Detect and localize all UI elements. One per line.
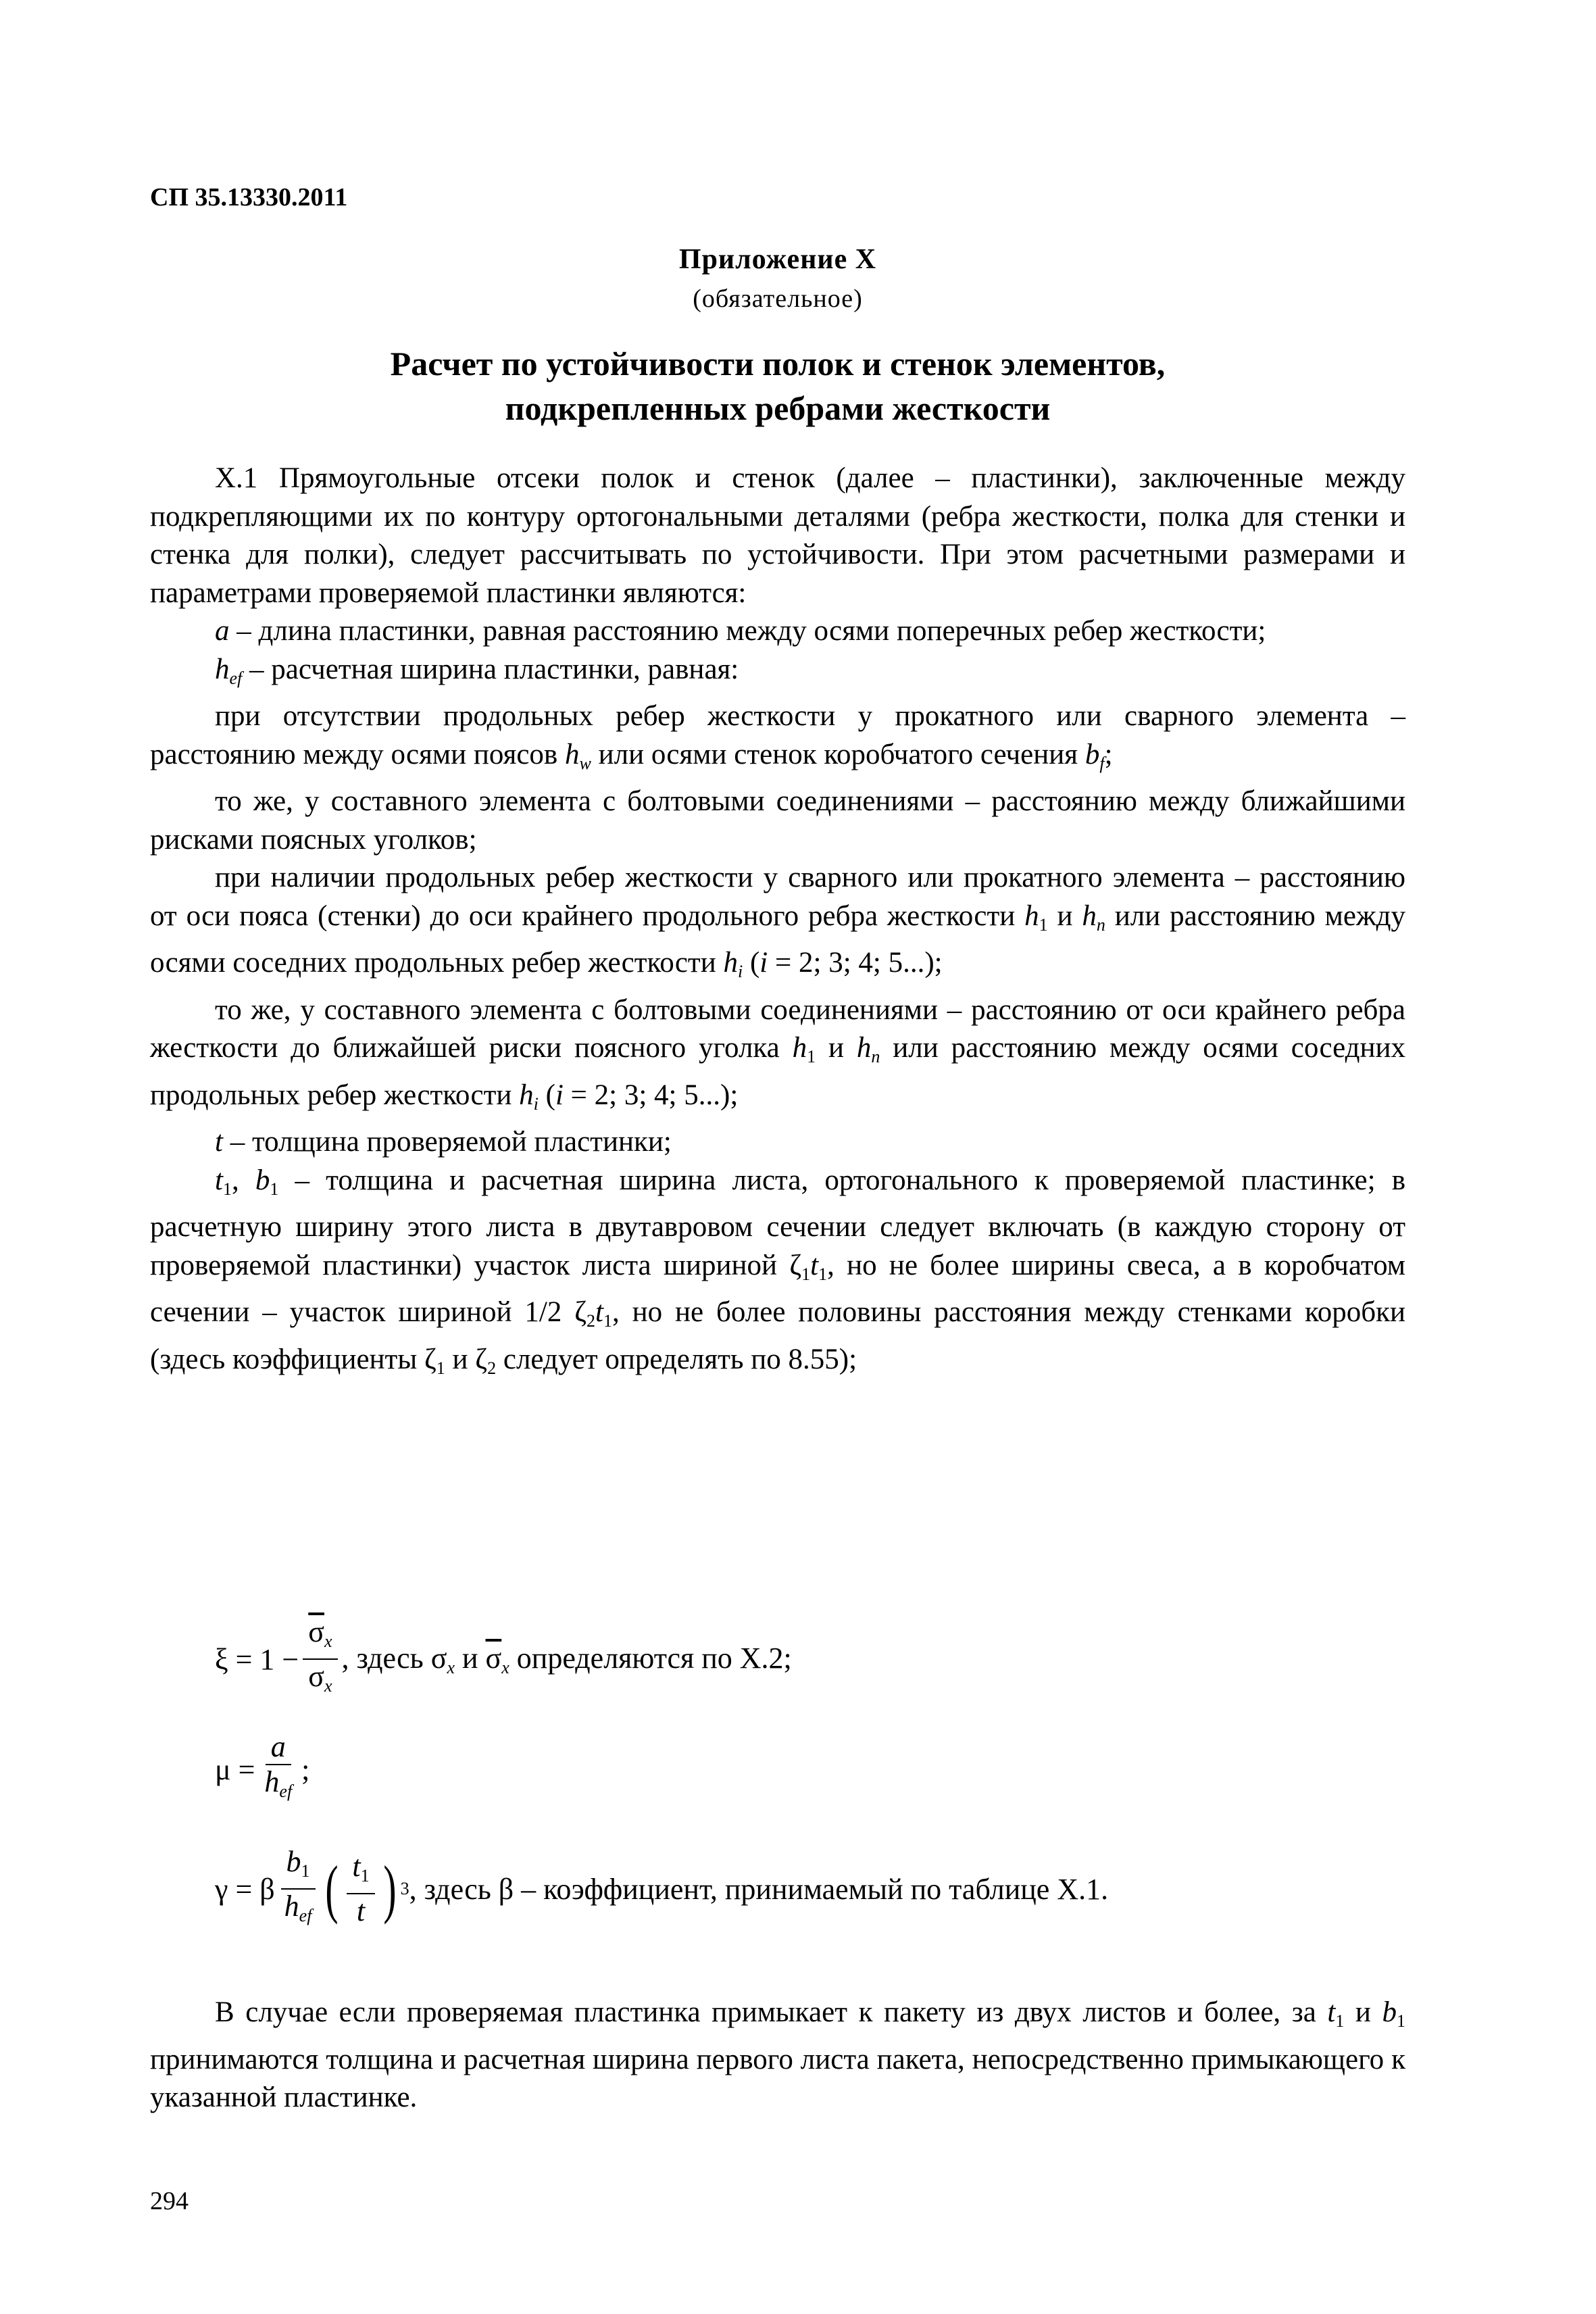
- paragraph-x1: Х.1 Прямоугольные отсеки полок и стенок (далее – пластинки), заключенные между подкрепляющими их по контуру ортогональными деталями (ребра жесткости, полка для стенки и стенка для полки), следует рассчитывать по устойчивости. При этом расчетными размерами и параметрами проверяемой пластинки являются:: [150, 462, 1405, 609]
- right-paren: ): [383, 1852, 397, 1925]
- formula-gamma-fraction: $\frac{b_1}{h_{ef}}$: [279, 1845, 318, 1933]
- paragraph-hef: $h_{ef}$ – расчетная ширина пластинки, равная:: [215, 653, 739, 688]
- formula-xi-lhs: ξ = 1 −: [215, 1642, 299, 1676]
- paragraph-t: t – толщина проверяемой пластинки;: [215, 1126, 672, 1158]
- paragraph-t1-b1: $t_1$, $b_1$ – толщина и расчетная ширина листа, ортогонального к проверяемой пластинке; в расчетную ширину этого листа в двутавровом сечении следует включать (в каждую сторону от проверяемой пластинки) участок листа шириной $\zeta_1t_1$, но не более ширины свеса, а в коробчатом сечении – участок шириной 1/2 $\zeta_2t_1$, но не более половины расстояния между стенками коробки (здесь коэффициенты $\zeta_1$ и $\zeta_2$ следует определять по 8.55);: [150, 1164, 1406, 1378]
- formula-gamma-explanation: , здесь β – коэффициент, принимаемый по таблице Х.1.: [409, 1872, 1109, 1906]
- formula-mu-fraction: $\frac{a}{h_{ef}}$: [264, 1730, 293, 1801]
- paragraph-no-ribs: при отсутствии продольных ребер жесткости у прокатного или сварного элемента – расстоянию между осями поясов $h_w$ или осями стенок коробчатого сечения $b_f$;: [150, 700, 1405, 773]
- body-text: [150, 460, 1405, 1387]
- formula-xi-fraction: $\frac{\overline{\sigma}_x}{\sigma_x}$: [303, 1615, 337, 1703]
- heading-line-2: подкрепленных ребрами жесткости: [505, 389, 1051, 427]
- left-paren: (: [325, 1852, 339, 1925]
- formula-xi-explanation: , здесь $\sigma_x$ и $\overline{\sigma}_x$ определяются по Х.2;: [341, 1641, 792, 1677]
- closing-paragraph: В случае если проверяемая пластинка примыкает к пакету из двух листов и более, за $t_1$ и $b_1$ принимаются толщина и расчетная ширина первого листа пакета, непосредственно примыкающего к указанной пластинке.: [150, 1996, 1405, 2113]
- document-page: [150, 169, 1405, 2264]
- section-heading: [150, 341, 1405, 430]
- formula-gamma-lhs: γ = β: [215, 1872, 275, 1906]
- paragraph-bolted-ribs: то же, у составного элемента с болтовыми соединениями – расстоянию от оси крайнего ребра жесткости до ближайшей риски поясного уголка $h_1$ и $h_n$ или расстоянию между осями соседних продольных ребер жесткости $h_i$ (i = 2; 3; 4; 5...);: [150, 993, 1405, 1114]
- annex-title: Приложение Х: [678, 244, 877, 275]
- annex-subtitle: (обязательное): [693, 285, 863, 313]
- paragraph-bolted: то же, у составного элемента с болтовыми соединениями – расстоянию между ближайшими рисками поясных уголков;: [150, 785, 1405, 856]
- heading-line-1: Расчет по устойчивости полок и стенок элементов,: [390, 345, 1166, 383]
- formula-xi: [215, 1615, 792, 1703]
- formula-gamma-inner-fraction: $\frac{t_1}{t}$: [347, 1850, 374, 1928]
- page-number: 294: [150, 2187, 189, 2215]
- standard-code: СП 35.13330.2011: [150, 183, 348, 212]
- formula-mu-lhs: μ =: [215, 1752, 255, 1786]
- formula-mu: μ = $\frac{a}{h_{ef}}$ ;: [215, 1730, 309, 1808]
- paragraph-a: a – длина пластинки, равная расстоянию между осями поперечных ребер жесткости;: [215, 615, 1266, 647]
- formula-gamma-power: 3: [400, 1879, 409, 1898]
- formula-gamma: [215, 1845, 1108, 1933]
- paragraph-with-ribs: при наличии продольных ребер жесткости у сварного или прокатного элемента – расстоянию от оси пояса (стенки) до оси крайнего продольного ребра жесткости $h_1$ и $h_n$ или расстоянию между осями соседних продольных ребер жесткости $h_i$ (i = 2; 3; 4; 5...);: [150, 862, 1405, 981]
